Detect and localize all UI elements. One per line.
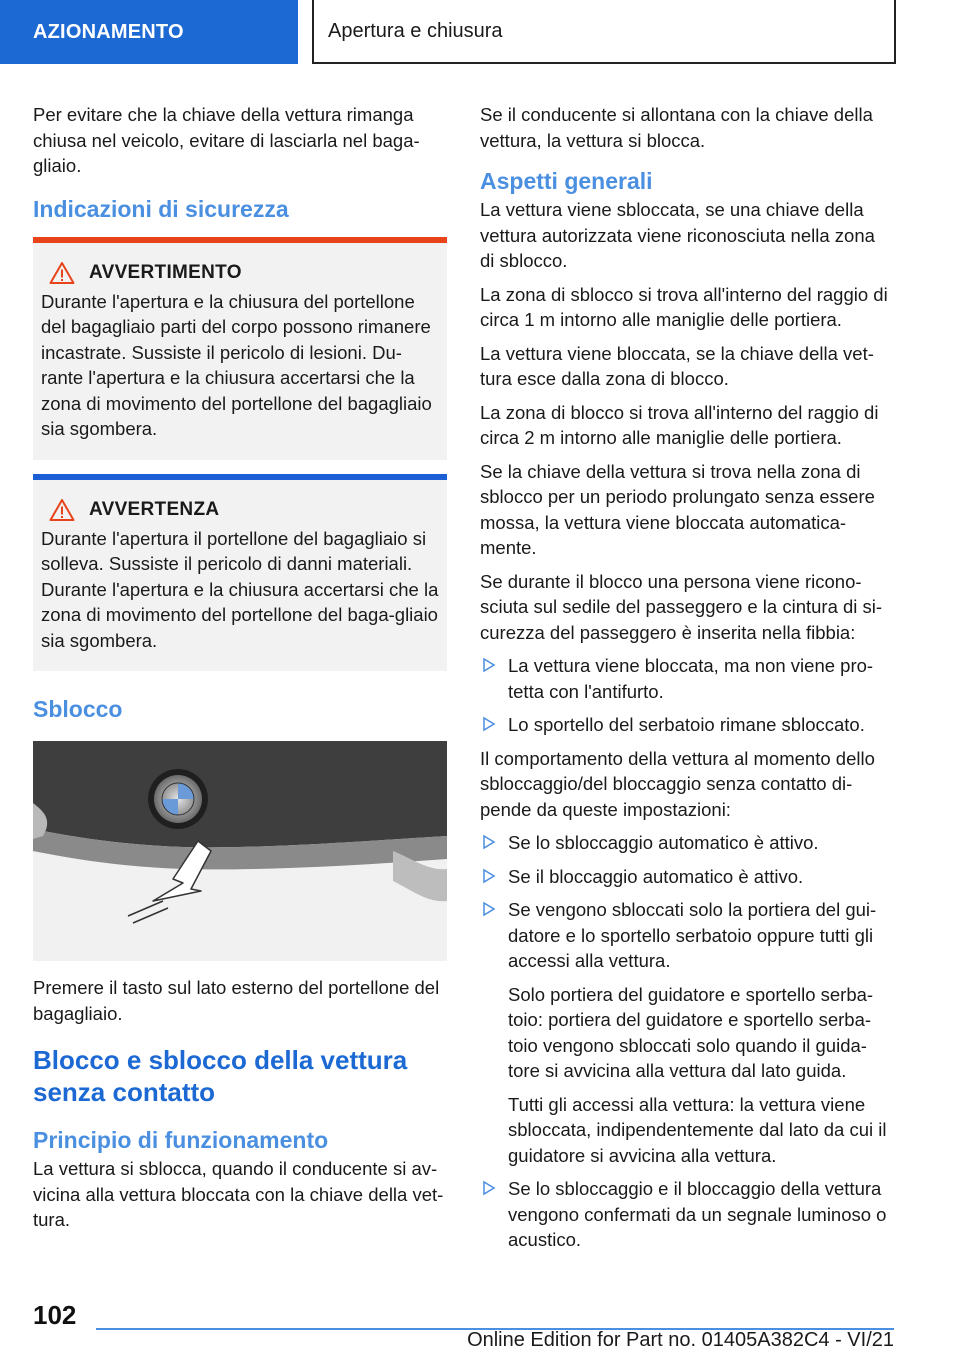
right-column <box>480 102 894 1261</box>
section-tab <box>0 0 298 64</box>
right-paragraph-6: Se la chiave della vettura si trova nella zona di sblocco per un periodo prolungato senza essere mossa, la vettura viene bloccata automatica-mente. <box>480 460 875 558</box>
list-item <box>480 1176 894 1253</box>
right-paragraph-7: Se durante il blocco una persona viene ricono-sciuta sul sedile del passeggero e la cintura di si-curezza del passeggero è inserita nella fibbia: <box>480 570 883 643</box>
list-item-text: Lo sportello del serbatoio rimane sbloccato. <box>508 714 865 735</box>
list-item-text: Se lo sbloccaggio e il bloccaggio della vettura vengono confermati da un segnale luminoso o acustico. <box>508 1178 887 1250</box>
triangle-bullet-icon <box>482 1180 496 1196</box>
principle-heading: Principio di funzionamento <box>33 1127 329 1153</box>
right-paragraph-3: La zona di sblocco si trova all'interno del raggio di circa 1 m intorno alle maniglie delle portiera. <box>480 283 888 330</box>
triangle-bullet-icon <box>482 901 496 917</box>
principle-text: La vettura si sblocca, quando il conducente si av-vicina alla vettura bloccata con la chiave della vet-tura. <box>33 1158 444 1230</box>
contactless-heading: Blocco e sblocco della vettura senza contatto <box>33 1045 408 1107</box>
right-paragraph-2: La vettura viene sbloccata, se una chiave della vettura autorizzata viene riconosciuta nella zona di sblocco. <box>480 199 875 271</box>
warning-text: Durante l'apertura e la chiusura del portellone del bagagliaio parti del corpo possono rimanere incastrate. Sussiste il pericolo di lesioni. Du-rante l'apertura e la chiusura accertarsi che la zona di movimento del portellone del bagagliaio sia sgombera. <box>41 290 432 439</box>
triangle-bullet-icon <box>482 868 496 884</box>
settings-list <box>480 830 894 1253</box>
warning-box-avvertimento <box>33 237 447 460</box>
list-item <box>480 712 894 738</box>
triangle-bullet-icon <box>482 716 496 732</box>
unlock-heading: Sblocco <box>33 696 123 722</box>
warning-title: AVVERTIMENTO <box>89 261 242 283</box>
warning-triangle-icon <box>49 498 75 522</box>
right-paragraph-1: Se il conducente si allontana con la chiave della vettura, la vettura si blocca. <box>480 104 873 151</box>
left-column <box>33 102 447 1241</box>
right-paragraph-8: Il comportamento della vettura al momento dello sbloccaggio/del bloccaggio senza contatto di-pende da queste impostazioni: <box>480 747 875 820</box>
warning-triangle-icon <box>49 261 75 285</box>
general-heading: Aspetti generali <box>480 168 653 194</box>
list-item-text: Se vengono sbloccati solo la portiera del gui-datore e lo sportello serbatoio oppure tutti gli accessi alla vettura. <box>508 899 877 971</box>
warning-title-row <box>41 261 439 285</box>
list-item-text: Se lo sbloccaggio automatico è attivo. <box>508 832 819 853</box>
notice-title: AVVERTENZA <box>89 498 220 520</box>
notice-title-row <box>41 498 439 522</box>
section-label: AZIONAMENTO <box>33 20 184 43</box>
passenger-list <box>480 653 894 738</box>
right-paragraph-5: La zona di blocco si trova all'interno del raggio di circa 2 m intorno alle maniglie delle portiera. <box>480 401 879 448</box>
safety-heading: Indicazioni di sicurezza <box>33 195 289 222</box>
list-item-text: La vettura viene bloccata, ma non viene pro-tetta con l'antifurto. <box>508 655 874 702</box>
notice-text: Durante l'apertura il portellone del bagagliaio si solleva. Sussiste il pericolo di danni materiali. Durante l'apertura e la chiusura accertarsi che la zona di movimento del portellone del baga-gliaio sia sgombera. <box>41 527 439 651</box>
list-item <box>480 830 894 856</box>
page-number: 102 <box>33 1300 77 1330</box>
list-item <box>480 897 894 1168</box>
list-subparagraph-1: Solo portiera del guidatore e sportello serba-toio: portiera del guidatore e sportello serba-toio vengono sbloccati solo quando il guida-tore si avvicina alla vettura dal lato guida. <box>508 983 874 1081</box>
list-subparagraph-2: Tutti gli accessi alla vettura: la vettura viene sbloccata, indipendentemente dal lato da cui il guidatore si avvicina alla vettura. <box>508 1093 887 1166</box>
tailgate-button-photo <box>33 741 447 961</box>
warning-box-avvertenza <box>33 474 447 672</box>
triangle-bullet-icon <box>482 834 496 850</box>
list-item <box>480 653 894 704</box>
unlock-text: Premere il tasto sul lato esterno del portellone del bagagliaio. <box>33 977 440 1024</box>
list-item-text: Se il bloccaggio automatico è attivo. <box>508 865 804 887</box>
list-item <box>480 864 894 890</box>
chapter-title: Apertura e chiusura <box>328 19 503 42</box>
triangle-bullet-icon <box>482 657 496 673</box>
footer-edition: Online Edition for Part no. 01405A382C4 - VI/21 <box>467 1329 894 1351</box>
intro-paragraph: Per evitare che la chiave della vettura rimanga chiusa nel veicolo, evitare di lasciarla nel baga-gliaio. <box>33 104 420 176</box>
chapter-header <box>312 0 896 64</box>
right-paragraph-4: La vettura viene bloccata, se la chiave della vet-tura esce dalla zona di blocco. <box>480 342 874 389</box>
